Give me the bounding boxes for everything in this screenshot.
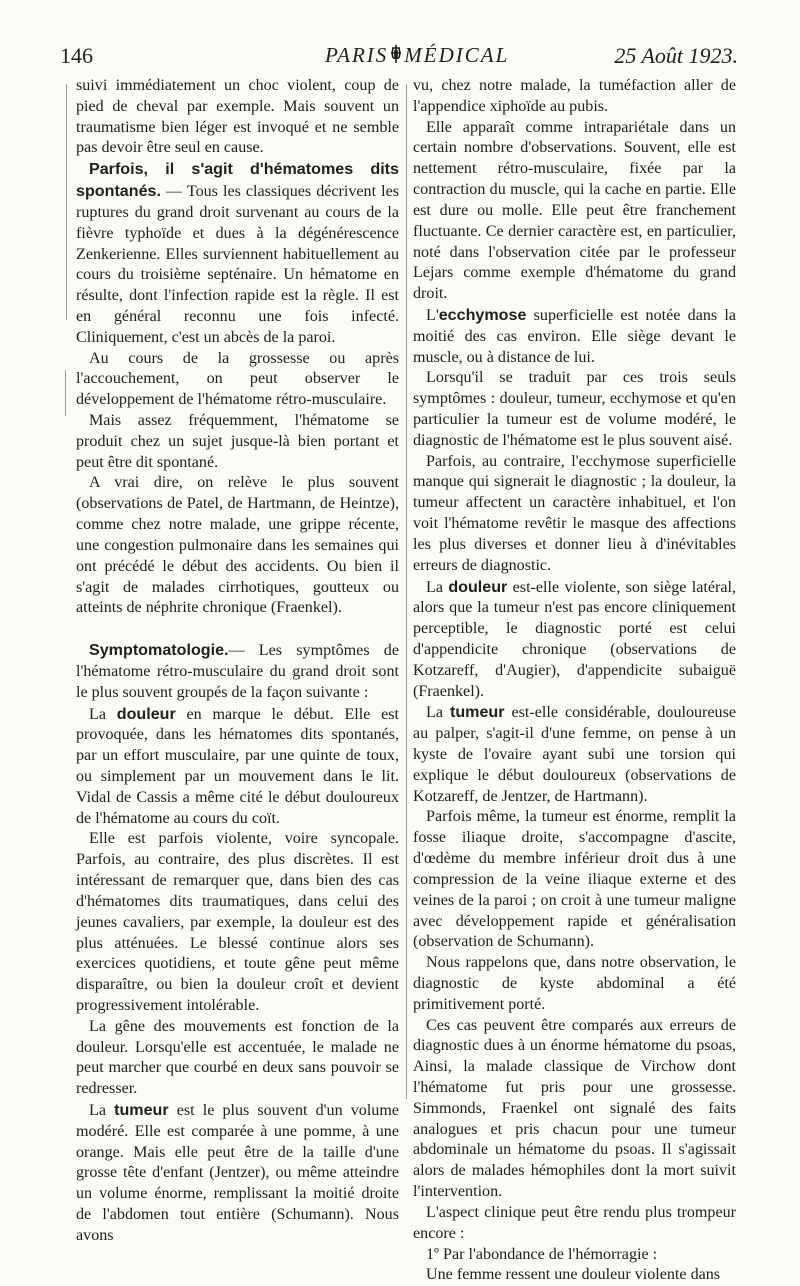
paragraph: [413, 118, 736, 305]
paragraph-lead: Parfois, il s'agit d'hématomes dits spontanés.: [76, 160, 399, 201]
paragraph: [413, 1265, 736, 1286]
paragraph: [413, 305, 736, 368]
paragraph: [413, 807, 736, 953]
section-heading-paragraph: [76, 640, 399, 703]
paragraph-text: Lorsqu'il se traduit par ces trois seuls symptômes : douleur, tumeur, ecchymose et qu'en particulier la tumeur est de volume modéré, le diagnostic de l'hématome est le plus souvent aisé.: [413, 369, 736, 449]
paragraph-text: vu, chez notre malade, la tuméfaction aller de l'appendice xiphoïde au pubis.: [413, 77, 736, 115]
left-margin-mark: [65, 370, 66, 416]
symptom-keyword: ecchymose: [438, 305, 527, 324]
symptom-keyword: douleur: [116, 704, 176, 723]
paragraph-text: est le plus souvent d'un volume modéré. Elle est comparée à une pomme, à une orange. Mais elle peut être de la taille d'une grosse tête d'enfant (Jentzer), ou même atteindre un volume énorme, remplissant la moitié droite de l'abdomen tout entière (Schumann). Nous avons: [76, 1102, 400, 1244]
paragraph-text: est-elle considérable, douloureuse au palper, s'agit-il d'une femme, on pense à un kyste de l'ovaire ayant subi une torsion qui explique le début douloureux (observations de Kotzareff, de Jentzer, de Hartmann).: [413, 704, 737, 805]
paragraph: [76, 829, 399, 1016]
issue-date: 25 Août 1923.: [614, 43, 738, 68]
paragraph-prefix: La: [89, 1102, 115, 1119]
left-margin-mark: [66, 84, 67, 320]
symptom-keyword: tumeur: [114, 1101, 169, 1119]
paragraph: [76, 1100, 399, 1247]
paragraph: [76, 159, 399, 348]
paragraph: [413, 76, 736, 118]
left-column: [76, 76, 399, 1247]
paragraph-text: — Les symptômes de l'hématome rétro-musculaire du grand droit sont le plus souvent groupés de la façon suivante :: [76, 642, 399, 701]
right-margin-mark: [406, 84, 407, 1099]
journal-title-left: PARIS: [325, 43, 389, 67]
paragraph: [413, 368, 736, 451]
paragraph-text: Elle est parfois violente, voire syncopale. Parfois, au contraire, des plus discrètes. Il est intéressant de remarquer que, dans bien des cas d'hématomes dits traumatiques, dans celui des jeunes cavaliers, par exemple, la douleur est des plus atténuées. Le blessé continue alors ses exercices quotidiens, et toute gêne peut même disparaître, ou bien la douleur croît et devient progressivement intolérable.: [76, 830, 399, 1014]
right-column: [413, 76, 736, 1286]
page-number: 146: [60, 43, 93, 68]
paragraph: [76, 473, 399, 619]
symptom-keyword: douleur: [448, 577, 508, 596]
paragraph: [76, 1017, 399, 1100]
paragraph-text: Parfois, au contraire, l'ecchymose superficielle manque qui signerait le diagnostic ; la douleur, la tumeur affectent un caractère inhabituel, et l'on voit l'hématome revêtir le masque des affections les plus diverses et donner lieu à d'inévitables erreurs de diagnostic.: [413, 452, 736, 574]
paragraph-prefix: La: [426, 704, 450, 722]
paragraph: [413, 1016, 736, 1203]
paragraph-text: 1º Par l'abondance de l'hémorragie :: [426, 1245, 658, 1263]
paragraph-text: — Tous les classiques décrivent les ruptures du grand droit survenant au cours de la fièvre typhoïde et dues à la dégénérescence Zenkerienne. Elles surviennent habituellement au cours du troisième septénaire. Un hématome en résulte, dont l'infection rapide est la règle. Il est en général reconnu une fois infecté. Cliniquement, c'est un abcès de la paroi.: [76, 183, 399, 346]
paragraph: [413, 1245, 736, 1266]
paragraph-text: suivi immédiatement un choc violent, coup de pied de cheval par exemple. Mais souvent un traumatisme bien léger est invoqué et ne semble pas devoir être seul en cause.: [76, 77, 399, 157]
paragraph: [413, 577, 736, 703]
paragraph-text: en marque le début. Elle est provoquée, dans les hématomes dits spontanés, par un effort musculaire, par une quinte de toux, ou simplement par un mouvement dans le lit. Vidal de Cassis a même cité le début douloureux de l'hématome au cours du coït.: [76, 705, 400, 827]
paragraph-text: Nous rappelons que, dans notre observation, le diagnostic de kyste abdominal a été primitivement porté.: [413, 954, 736, 1013]
journal-emblem-icon: [390, 44, 402, 64]
section-heading: Symptomatologie.: [89, 641, 229, 660]
paragraph-text: Au cours de la grossesse ou après l'accouchement, on peut observer le développement de l'hématome rétro-musculaire.: [76, 349, 399, 409]
page-header: [60, 43, 738, 73]
paragraph-text: L'aspect clinique peut être rendu plus trompeur encore :: [413, 1203, 736, 1242]
paragraph-text: est-elle violente, son siège latéral, alors que la tumeur n'est pas encore cliniquement perceptible, le diagnostic porté est celui d'appendicite chronique (observations de Kotzareff, d'Augier), d'appendicite subaiguë (Fraenkel).: [413, 578, 736, 700]
paragraph: [76, 411, 399, 473]
journal-title-right: MÉDICAL: [404, 43, 510, 67]
paragraph-text: Parfois même, la tumeur est énorme, remplit la fosse iliaque droite, s'accompagne d'ascite, d'œdème du membre inférieur droit dus à une compression de la veine iliaque externe et des veines de la paroi ; on croit à une tumeur maligne avec développement rapide et généralisation (observation de Schumann).: [413, 808, 736, 951]
paragraph: [413, 702, 736, 807]
paragraph-text: Mais assez fréquemment, l'hématome se produit chez un sujet jusque-là bien portant et peut être dit spontané.: [76, 412, 399, 471]
paragraph-text: A vrai dire, on relève le plus souvent (observations de Patel, de Hartmann, de Heintze), comme chez notre malade, une grippe récente, une congestion pulmonaire dans les semaines qui ont précédé le début des accidents. Ou bien il s'agit de malades cirrhotiques, goutteux ou atteints de néphrite chronique (Fraenkel).: [76, 474, 399, 617]
paragraph: [413, 452, 736, 577]
paragraph-text: La gêne des mouvements est fonction de la douleur. Lorsqu'elle est accentuée, le malade ne peut marcher que courbé en deux sans pouvoir se redresser.: [76, 1017, 399, 1098]
paragraph-prefix: La: [426, 578, 449, 596]
paragraph: [413, 953, 736, 1015]
paragraph-text: Ces cas peuvent être comparés aux erreurs de diagnostic dues à un énorme hématome du psoas, Ainsi, la malade classique de Virchow dont l'hématome fut pris pour une grossesse. Simmonds, Fraenkel ont signalé des faits analogues et pris chacun pour une tumeur abdominale un hématome du psoas. Il s'agissait alors de malades hémophiles dont la mort suivit l'intervention.: [413, 1016, 736, 1201]
paragraph: [76, 76, 399, 159]
paragraph-text: Une femme ressent une douleur violente dans: [426, 1266, 721, 1284]
paragraph-text: Elle apparaît comme intrapariétale dans un certain nombre d'observations. Souvent, elle est nettement rétro-musculaire, fixée par la contraction du muscle, qui la cache en partie. Elle est dure ou molle. Elle peut être franchement fluctuante. Ce dernier caractère est, en particulier, noté dans l'observation citée par le professeur Lejars comme exemple d'hématome du grand droit.: [413, 118, 736, 303]
paragraph: [76, 704, 399, 830]
paragraph-prefix: L': [426, 306, 439, 324]
paragraph-text: superficielle est notée dans la moitié des cas environ. Elle siège devant le muscle, ou à distance de lui.: [413, 306, 736, 366]
paragraph-prefix: La: [89, 705, 117, 723]
symptom-keyword: tumeur: [449, 703, 505, 722]
journal-title: [325, 43, 509, 68]
paragraph: [76, 349, 399, 411]
paragraph: [413, 1203, 736, 1245]
